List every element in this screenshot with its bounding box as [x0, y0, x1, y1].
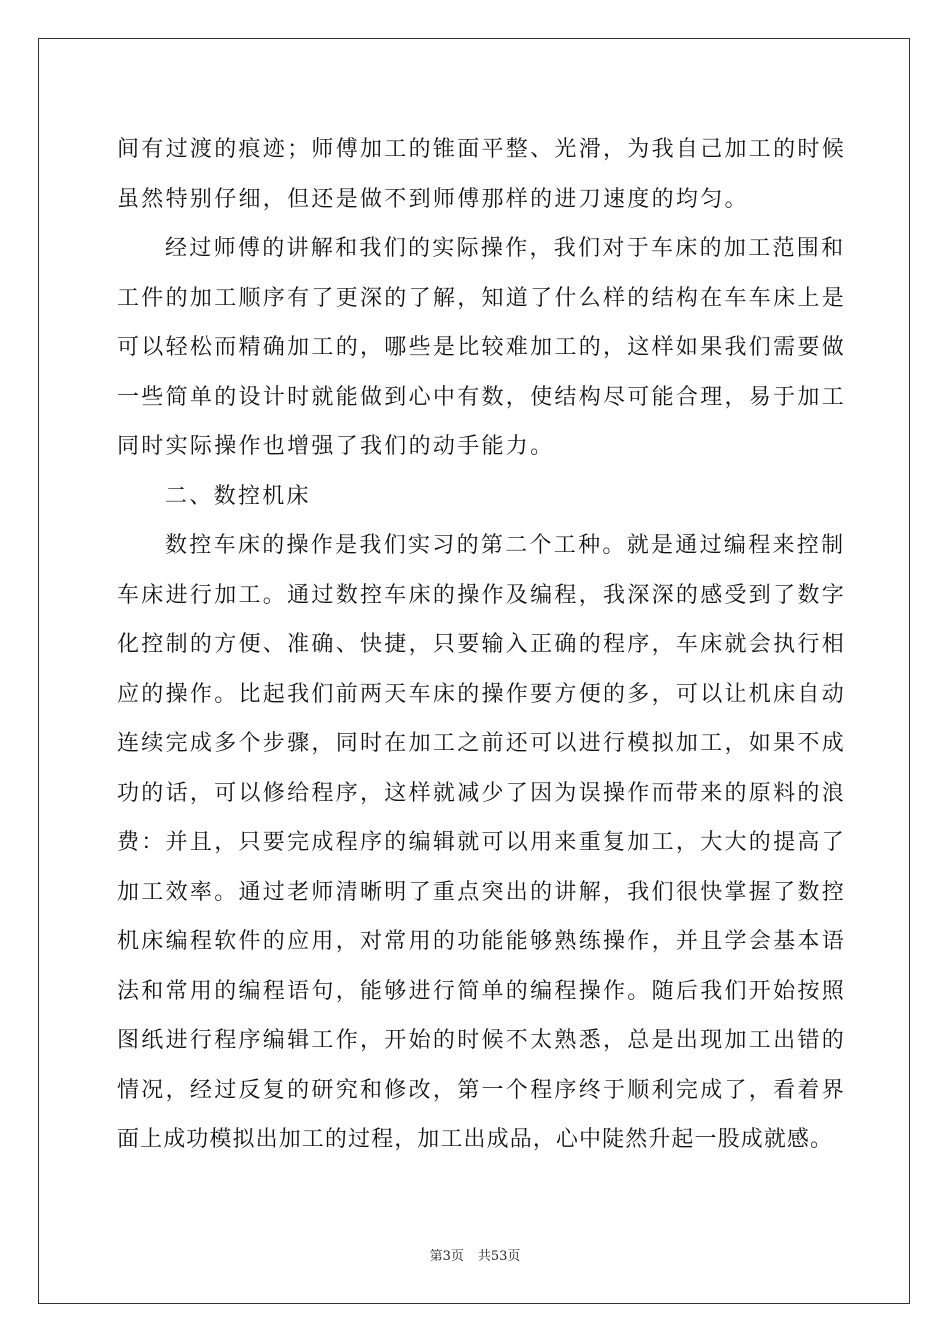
text-line: 面上成功模拟出加工的过程，加工出成品，心中陡然升起一股成就感。	[117, 1127, 834, 1152]
text-line: 车床进行加工。通过数控车床的操作及编程，我深深的感受到了数字	[117, 582, 847, 608]
text-line: 连续完成多个步骤，同时在加工之前还可以进行模拟加工，如果不成	[117, 731, 847, 756]
text-line: 化控制的方便、准确、快捷，只要输入正确的程序，车床就会执行相	[117, 632, 847, 657]
text-line: 应的操作。比起我们前两天车床的操作要方便的多，可以让机床自动	[117, 681, 847, 707]
text-line: 法和常用的编程语句，能够进行简单的编程操作。随后我们开始按照	[117, 978, 847, 1004]
page-total: 共53页	[477, 1249, 521, 1264]
text-line: 功的话，可以修给程序，这样就减少了因为误操作而带来的原料的浪	[117, 780, 847, 806]
page-number: 第3页	[429, 1249, 464, 1264]
text-line: 加工效率。通过老师清晰明了重点突出的讲解，我们很快掌握了数控	[117, 879, 847, 905]
section-heading: 二、数控机床	[165, 483, 311, 509]
paragraph-start-line: 数控车床的操作是我们实习的第二个工种。就是通过编程来控制	[165, 533, 846, 558]
paragraph-start-line: 经过师傅的讲解和我们的实际操作，我们对于车床的加工范围和	[165, 236, 846, 261]
text-line: 图纸进行程序编辑工作，开始的时候不太熟悉，总是出现加工出错的	[117, 1028, 847, 1053]
text-line: 费：并且，只要完成程序的编辑就可以用来重复加工，大大的提高了	[117, 830, 847, 855]
text-line: 虽然特别仔细，但还是做不到师傅那样的进刀速度的均匀。	[117, 186, 749, 212]
text-line: 间有过渡的痕迹；师傅加工的锥面平整、光滑，为我自己加工的时候	[117, 137, 847, 162]
text-line: 可以轻松而精确加工的，哪些是比较难加工的，这样如果我们需要做	[117, 335, 847, 360]
text-line: 情况，经过反复的研究和修改，第一个程序终于顺利完成了，看着界	[117, 1077, 847, 1103]
text-line: 工件的加工顺序有了更深的了解，知道了什么样的结构在车车床上是	[117, 285, 847, 311]
document-body	[117, 125, 847, 1165]
text-line: 机床编程软件的应用，对常用的功能能够熟练操作，并且学会基本语	[117, 929, 847, 954]
page-footer	[0, 1245, 950, 1264]
text-line: 同时实际操作也增强了我们的动手能力。	[117, 434, 555, 459]
text-line: 一些简单的设计时就能做到心中有数，使结构尽可能合理，易于加工	[117, 384, 847, 410]
